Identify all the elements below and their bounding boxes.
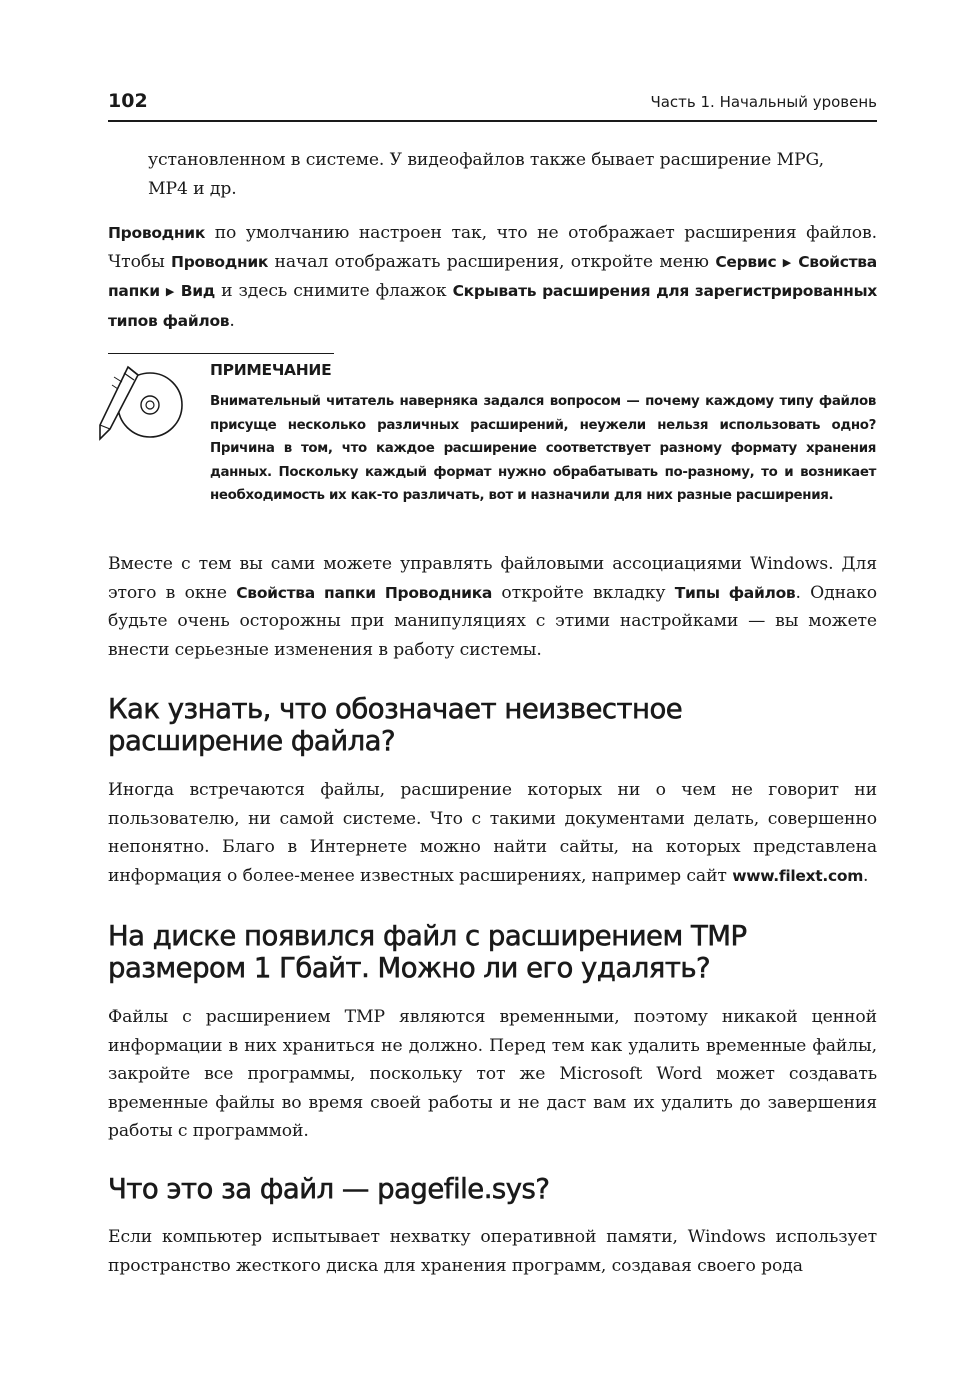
bold-term: Проводник [171,252,269,271]
bold-term: Проводник [108,224,206,242]
paragraph-explorer-settings [108,219,877,335]
paragraph-text: . [863,865,869,886]
section-heading-pagefile: Что это за файл — pagefile.sys? [108,1173,550,1205]
note-box [98,353,878,531]
tab-name: Типы файлов [674,583,796,602]
paragraph-tmp-file: Файлы с расширением TMP являются временными, поэтому никакой ценной информации в них храниться не должно. Перед тем как удалить временные файлы, закройте все программы, поскольку тот же Microsoft Word может создавать временные файлы во время своей работы и не даст вам их удалить до завершения работы с программой. [108,1007,877,1141]
paragraph-continued [148,146,877,203]
menu-path-view: Вид [174,282,216,300]
paragraph-pagefile: Если компьютер испытывает нехватку оперативной памяти, Windows использует пространство жесткого диска для хранения программ, создавая своего рода [108,1227,877,1276]
heading-line: На диске появился файл с расширением TMP [108,920,747,952]
note-text: Внимательный читатель наверняка задался вопросом — почему каждому типу файлов присуще несколько различных расширений, неужели нельзя использовать одно? Причина в том, что каждое расширение соответствует разному формату хранения данных. Поскольку каждый формат нужно обрабатывать по-разному, то и возникает необходимость их как-то различать, вот и назначили для них разные расширения. [210,394,876,503]
paragraph-text: и здесь снимите флажок [215,281,453,301]
menu-arrow-icon: ▶ [165,285,175,298]
paragraph-text: . [229,310,235,331]
pencil-disc-icon [98,363,194,445]
paragraph-text: откройте вкладку [492,582,675,603]
paragraph-text: начал отображать расширения, откройте меню [268,251,716,272]
menu-path-folder-options: Свойства папки [108,252,877,300]
dialog-name: Свойства папки Проводника [236,583,493,602]
paragraph-text: . Однако будьте очень осторожны при манипуляциях с этими настройками — вы можете внести серьезные изменения в работу системы. [108,582,877,660]
checkbox-option-name: Скрывать расширения для зарегистрированных типов файлов [108,282,877,330]
heading-line: размером 1 Гбайт. Можно ли его удалять? [108,952,711,984]
paragraph-line: MP4 и др. [148,178,237,199]
page-number: 102 [108,90,148,112]
note-rule [108,353,334,354]
paragraph-text: по умолчанию настроен так, что не отображает расширения файлов. Чтобы [108,223,877,272]
paragraph-text: Иногда встречаются файлы, расширение которых ни о чем не говорит ни пользователю, ни самой системе. Что с такими документами делать, совершенно непонятно. Благо в Интернете можно найти сайты, на которых представлена информация о более-менее известных расширениях, например сайт [108,780,877,886]
menu-path-service: Сервис [715,252,777,271]
paragraph-line: установленном в системе. У видеофайлов также бывает расширение MPG, [148,150,824,170]
heading-line: Как узнать, что обозначает неизвестное [108,693,683,725]
running-title: Часть 1. Начальный уровень [650,93,877,111]
website-link: www.filext.com [732,866,864,885]
heading-line: расширение файла? [108,725,396,757]
paragraph-text: Вместе с тем вы сами можете управлять файловыми ассоциациями Windows. Для этого в окне [108,554,877,603]
page-header [108,90,877,122]
paragraph-unknown-extension [108,776,877,890]
section-heading-tmp-file [108,920,877,984]
note-title: ПРИМЕЧАНИЕ [210,361,332,379]
section-heading-unknown-extension [108,693,877,757]
menu-arrow-icon: ▶ [782,255,793,269]
paragraph-file-associations [108,550,877,664]
